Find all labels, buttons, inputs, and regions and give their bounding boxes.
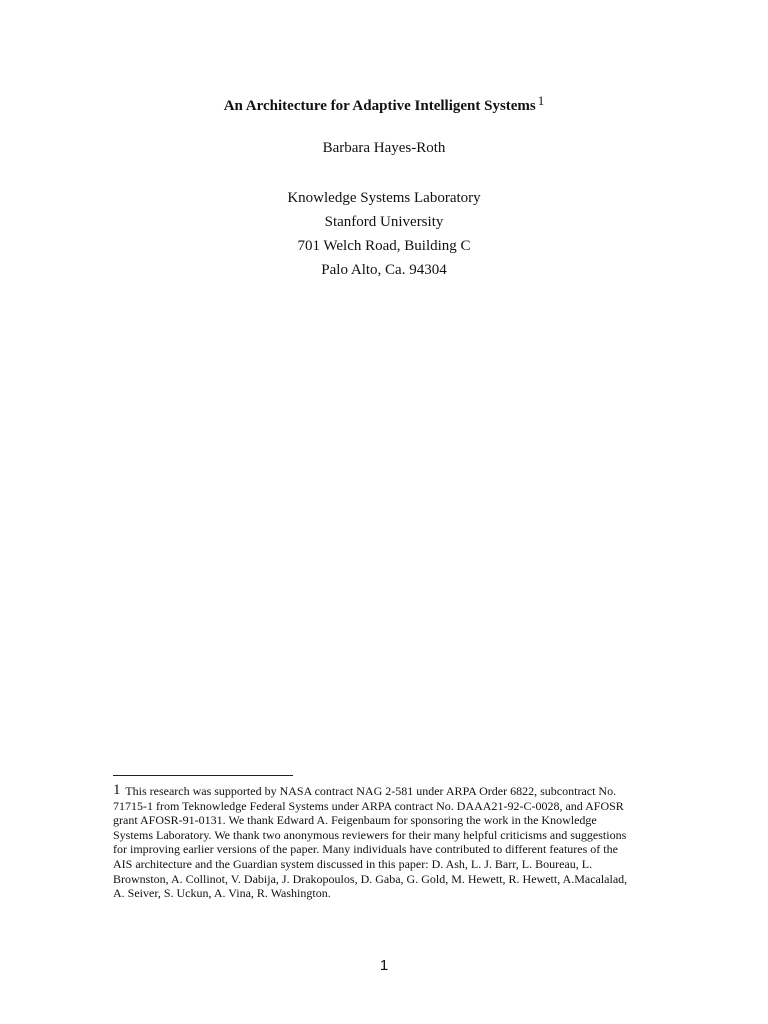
paper-title-text: An Architecture for Adaptive Intelligent Systems	[223, 98, 536, 114]
footnote	[113, 783, 673, 901]
affiliation-line: Palo Alto, Ca. 94304	[321, 262, 447, 278]
footnote-separator	[113, 775, 293, 776]
affiliation-line: 701 Welch Road, Building C	[297, 238, 471, 254]
footnote-line: Systems Laboratory. We thank two anonymous reviewers for their many helpful criticisms and suggestions	[113, 827, 627, 842]
footnote-marker: 1	[113, 782, 121, 798]
paper-title	[0, 93, 768, 115]
footnote-line: A. Seiver, S. Uckun, A. Vina, R. Washington.	[113, 886, 331, 901]
author-name: Barbara Hayes-Roth	[322, 140, 446, 156]
footnote-line: Brownston, A. Collinot, V. Dabija, J. Drakopoulos, D. Gaba, G. Gold, M. Hewett, R. Hewett, A.Macalalad,	[113, 871, 628, 886]
affiliation-line: Stanford University	[324, 214, 444, 230]
footnote-line: 71715-1 from Teknowledge Federal Systems under ARPA contract No. DAAA21-92-C-0028, and AFOSR	[113, 798, 624, 813]
page-number: 1	[379, 957, 389, 974]
footnote-line: AIS architecture and the Guardian system discussed in this paper: D. Ash, L. J. Barr, L. Boureau, L.	[113, 856, 593, 871]
footnote-line: grant AFOSR-91-0131. We thank Edward A. Feigenbaum for sponsoring the work in the Knowledge	[113, 813, 597, 828]
author-affiliation	[0, 186, 768, 282]
footnote-line: for improving earlier versions of the paper. Many individuals have contributed to different features of the	[113, 842, 618, 857]
footnote-line	[113, 783, 673, 799]
title-footnote-marker: 1	[537, 93, 545, 108]
affiliation-line: Knowledge Systems Laboratory	[287, 190, 481, 206]
footnote-line-text: This research was supported by NASA contract NAG 2-581 under ARPA Order 6822, subcontract No.	[125, 784, 617, 798]
